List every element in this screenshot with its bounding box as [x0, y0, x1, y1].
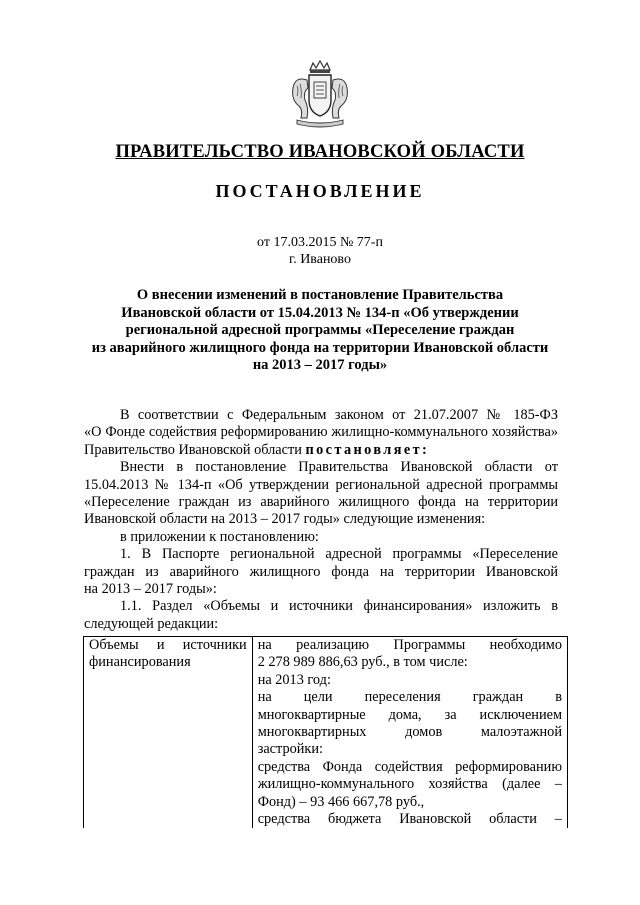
subject-line: на 2013 – 2017 годы» — [252, 357, 388, 373]
body-line: граждан из аварийного жилищного фонда на территории Ивановской — [84, 563, 558, 580]
table-content-line: 2 278 989 886,63 руб., в том числе: — [257, 654, 468, 671]
body-line — [84, 442, 558, 459]
date-and-place — [0, 234, 640, 268]
body-line: в приложении к постановлению: — [120, 528, 319, 545]
date-number: от 17.03.2015 № 77-п — [257, 235, 383, 250]
body-line: Внести в постановление Правительства Ивановской области от — [120, 459, 558, 476]
body-line: на 2013 – 2017 годы»: — [84, 580, 217, 597]
document-type: ПОСТАНОВЛЕНИЕ — [215, 181, 425, 201]
body-line: 15.04.2013 № 134-п «Об утверждении региональной адресной программы — [84, 476, 558, 493]
coat-of-arms-icon — [283, 60, 357, 128]
body-text: Правительство Ивановской области — [84, 441, 302, 458]
body-line: Ивановской области на 2013 – 2017 годы» следующие изменения: — [84, 511, 486, 528]
table-content-cell — [252, 637, 567, 829]
resolution-word: постановляет: — [305, 441, 430, 458]
body-line: 1. В Паспорте региональной адресной программы «Переселение — [120, 546, 558, 563]
table-row — [84, 637, 568, 829]
document-body — [84, 407, 558, 633]
city: г. Иваново — [289, 252, 351, 267]
table-label-line: финансирования — [89, 654, 191, 671]
subject-line: О внесении изменений в постановление Правительства — [136, 287, 504, 303]
table-content-line: на 2013 год: — [257, 671, 331, 688]
subject-line: из аварийного жилищного фонда на территории Ивановской области — [91, 339, 549, 356]
table-content-line: многоквартирных домов малоэтажной — [257, 723, 562, 740]
table-content-line: Фонд) – 93 466 667,78 руб., — [257, 793, 425, 810]
body-line: В соответствии с Федеральным законом от 21.07.2007 № 185-ФЗ — [120, 407, 558, 423]
table-label-line: Объемы и источники — [89, 637, 247, 653]
table-content-line: застройки: — [257, 741, 323, 758]
table-content-line: жилищно-коммунального хозяйства (далее – — [257, 776, 562, 793]
financing-table — [83, 636, 568, 828]
table-label-cell — [84, 637, 253, 829]
document-subject — [0, 287, 640, 375]
body-line: «Переселение граждан из аварийного жилищного фонда на территории — [84, 493, 558, 510]
body-line: «О Фонде содействия реформированию жилищно-коммунального хозяйства» — [84, 424, 558, 441]
body-line: следующей редакции: — [84, 615, 219, 632]
subject-line: Ивановской области от 15.04.2013 № 134-п «Об утверждении — [121, 304, 519, 321]
organization-title: ПРАВИТЕЛЬСТВО ИВАНОВСКОЙ ОБЛАСТИ — [115, 142, 525, 162]
subject-line: региональной адресной программы «Переселение граждан — [125, 322, 515, 338]
body-line: 1.1. Раздел «Объемы и источники финансирования» изложить в — [120, 598, 558, 615]
table-content-line: средства Фонда содействия реформированию — [257, 758, 562, 775]
table-content-line: средства бюджета Ивановской области – — [257, 810, 562, 827]
table-content-line: многоквартирные дома, за исключением — [257, 706, 562, 723]
table-content-line: на цели переселения граждан в — [257, 689, 562, 706]
table-content-line: на реализацию Программы необходимо — [257, 637, 562, 653]
